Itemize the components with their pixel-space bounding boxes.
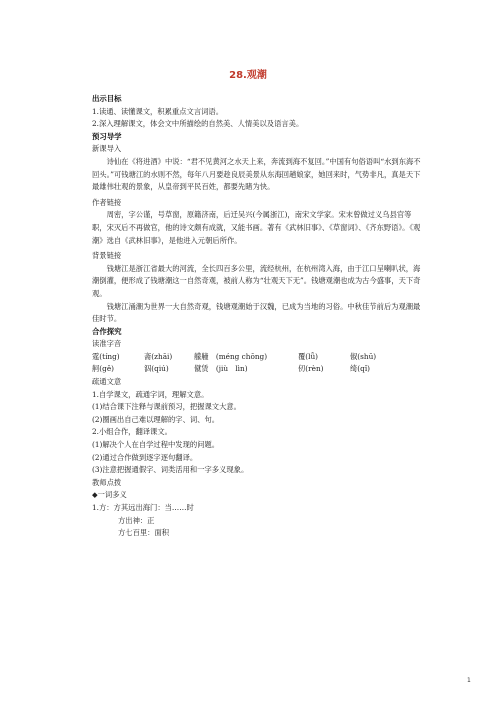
goals-heading: 出示目标 [92, 94, 122, 103]
lesson-title: 28.观潮 [229, 70, 267, 81]
sort-item: (1)解决个人在自学过程中发现的问题。 [92, 440, 220, 450]
pronunciation-item: 泅(qiú) [144, 364, 169, 374]
pronunciation-item: 艨艟 (méng chōng) [194, 351, 268, 361]
teacher-label: 教师点拨 [92, 477, 122, 487]
goal-item: 2.深入理解课文，体会文中所描绘的自然美、人情美以及语言美。 [92, 119, 304, 129]
polysemy-item: 方出神：正 [118, 515, 155, 525]
polysemy-head: 1.方：方其远出海门：当……时 [92, 503, 194, 512]
background-paragraph: 钱塘江是浙江省最大的河流，全长四百多公里，流经杭州，在杭州湾入海，由于江口呈喇叭状，海潮倒灌，便形成了钱塘潮这一自然奇观，被前人称为“壮观天下无”。钱塘观潮也成为古今盛事，天下奇观。 [92, 263, 421, 298]
polysemy-label: ◆一词多义 [92, 490, 127, 500]
author-label: 作者链接 [92, 197, 122, 207]
pronunciation-label: 读准字音 [92, 339, 122, 349]
coop-heading: 合作探究 [92, 326, 122, 336]
sort-label: 疏通文意 [92, 377, 122, 387]
goal-item: 1.读通、读懂课文，积累重点文言词语。 [92, 106, 224, 116]
sort-item: (2)通过合作做到逐字逐句翻译。 [92, 452, 198, 462]
pronunciation-item: 仞(rèn) [298, 364, 324, 374]
intro-paragraph: 诗仙在《将进酒》中说：“君不见黄河之水天上来，奔流到海不复回。”中国有句俗语叫“水到东海不回头。”可钱塘江的水则不然，每年八月要趁良辰美景从东海回趟娘家，她回来时，气势非凡，真是天下最雄伟壮观的景象，从皇帝到平民百姓，都要先睹为快。 [92, 156, 421, 192]
intro-label: 新课导入 [92, 144, 122, 154]
pronunciation-item: 僦赁 (jiù lìn) [194, 364, 248, 374]
pronunciation-item: 俶(shū) [350, 351, 377, 361]
sort-item: (3)注意把握通假字、词类活用和一字多义现象。 [92, 465, 249, 475]
preview-heading: 预习导学 [92, 131, 122, 141]
sort-item: 1.自学课文，疏通字词，理解文意。 [92, 389, 209, 399]
page-number: 1 [467, 677, 471, 684]
pronunciation-item: 绮(qǐ) [350, 364, 370, 374]
pronunciation-item: 舸(gě) [92, 364, 114, 374]
sort-item: (2)圈画出自己难以理解的字、词、句。 [92, 414, 220, 424]
pronunciation-item: 霆(tíng) [92, 351, 120, 361]
background-label: 背景链接 [92, 251, 122, 261]
polysemy-item: 方七百里：面积 [118, 528, 170, 538]
pronunciation-row [92, 363, 424, 376]
author-paragraph: 周密，字公谨，号草窗，原籍济南，后迁吴兴(今属浙江)，南宋文学家。宋末曾做过义乌县官等职，宋灭后不再做官，他的诗文颇有成就，又能书画。著有《武林旧事》、《草窗词》、《齐东野语》。《观潮》选自《武林旧事》，是他进入元朝后所作。 [92, 210, 421, 245]
lesson-content [92, 93, 424, 540]
pronunciation-item: 斋(zhāi) [144, 351, 173, 361]
sort-item: 2.小组合作，翻译课文。 [92, 427, 172, 437]
pronunciation-item: 覆(lǚ) [298, 351, 319, 361]
pronunciation-row [92, 351, 424, 364]
background-paragraph: 钱塘江涌潮为世界一大自然奇观，钱塘观潮始于汉魏，已成为当地的习俗。中秋佳节前后为观潮最佳时节。 [92, 301, 421, 324]
sort-item: (1)结合课下注释与课前预习，把握课文大意。 [92, 402, 241, 412]
